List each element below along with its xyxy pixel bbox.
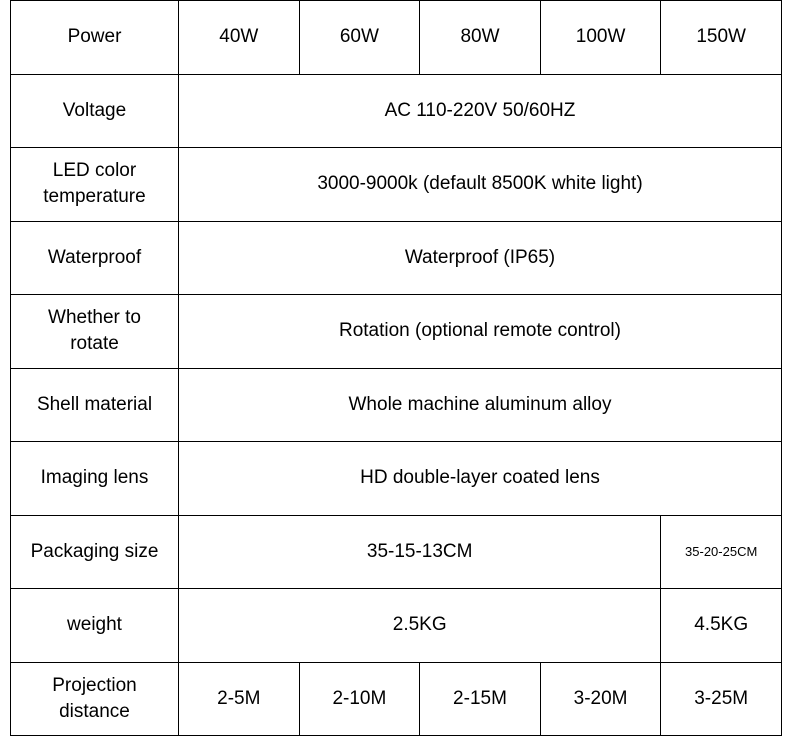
shell-material-label: Shell material <box>11 368 179 442</box>
imaging-lens-value: HD double-layer coated lens <box>179 442 782 516</box>
color-temperature-label-line2: temperature <box>43 186 146 208</box>
row-color-temperature <box>11 148 782 222</box>
row-voltage <box>11 74 782 148</box>
row-rotate <box>11 295 782 369</box>
color-temperature-label <box>11 148 179 222</box>
power-100w: 100W <box>540 1 661 75</box>
voltage-value: AC 110-220V 50/60HZ <box>179 74 782 148</box>
packaging-size-value-b: 35-20-25CM <box>661 515 782 589</box>
projection-3-20m: 3-20M <box>540 662 661 736</box>
row-weight <box>11 589 782 663</box>
weight-value-a: 2.5KG <box>179 589 661 663</box>
projection-distance-label-line1: Projection <box>52 674 137 696</box>
row-projection-distance <box>11 662 782 736</box>
waterproof-value: Waterproof (IP65) <box>179 221 782 295</box>
power-60w: 60W <box>299 1 420 75</box>
spec-table <box>10 0 782 736</box>
projection-2-5m: 2-5M <box>179 662 300 736</box>
packaging-size-label: Packaging size <box>11 515 179 589</box>
voltage-label: Voltage <box>11 74 179 148</box>
imaging-lens-label: Imaging lens <box>11 442 179 516</box>
row-packaging-size <box>11 515 782 589</box>
projection-2-15m: 2-15M <box>420 662 541 736</box>
projection-distance-label-line2: distance <box>59 700 130 722</box>
rotate-label-line1: Whether to <box>48 307 141 329</box>
row-imaging-lens <box>11 442 782 516</box>
projection-3-25m: 3-25M <box>661 662 782 736</box>
waterproof-label: Waterproof <box>11 221 179 295</box>
weight-value-b: 4.5KG <box>661 589 782 663</box>
projection-2-10m: 2-10M <box>299 662 420 736</box>
rotate-label-line2: rotate <box>70 333 119 355</box>
row-power <box>11 1 782 75</box>
power-40w: 40W <box>179 1 300 75</box>
power-80w: 80W <box>420 1 541 75</box>
color-temperature-label-line1: LED color <box>52 160 137 182</box>
rotate-value: Rotation (optional remote control) <box>179 295 782 369</box>
weight-label: weight <box>11 589 179 663</box>
projection-distance-label <box>11 662 179 736</box>
color-temperature-value: 3000-9000k (default 8500K white light) <box>179 148 782 222</box>
power-label: Power <box>11 1 179 75</box>
row-waterproof <box>11 221 782 295</box>
row-shell-material <box>11 368 782 442</box>
packaging-size-value-a: 35-15-13CM <box>179 515 661 589</box>
shell-material-value: Whole machine aluminum alloy <box>179 368 782 442</box>
power-150w: 150W <box>661 1 782 75</box>
rotate-label <box>11 295 179 369</box>
